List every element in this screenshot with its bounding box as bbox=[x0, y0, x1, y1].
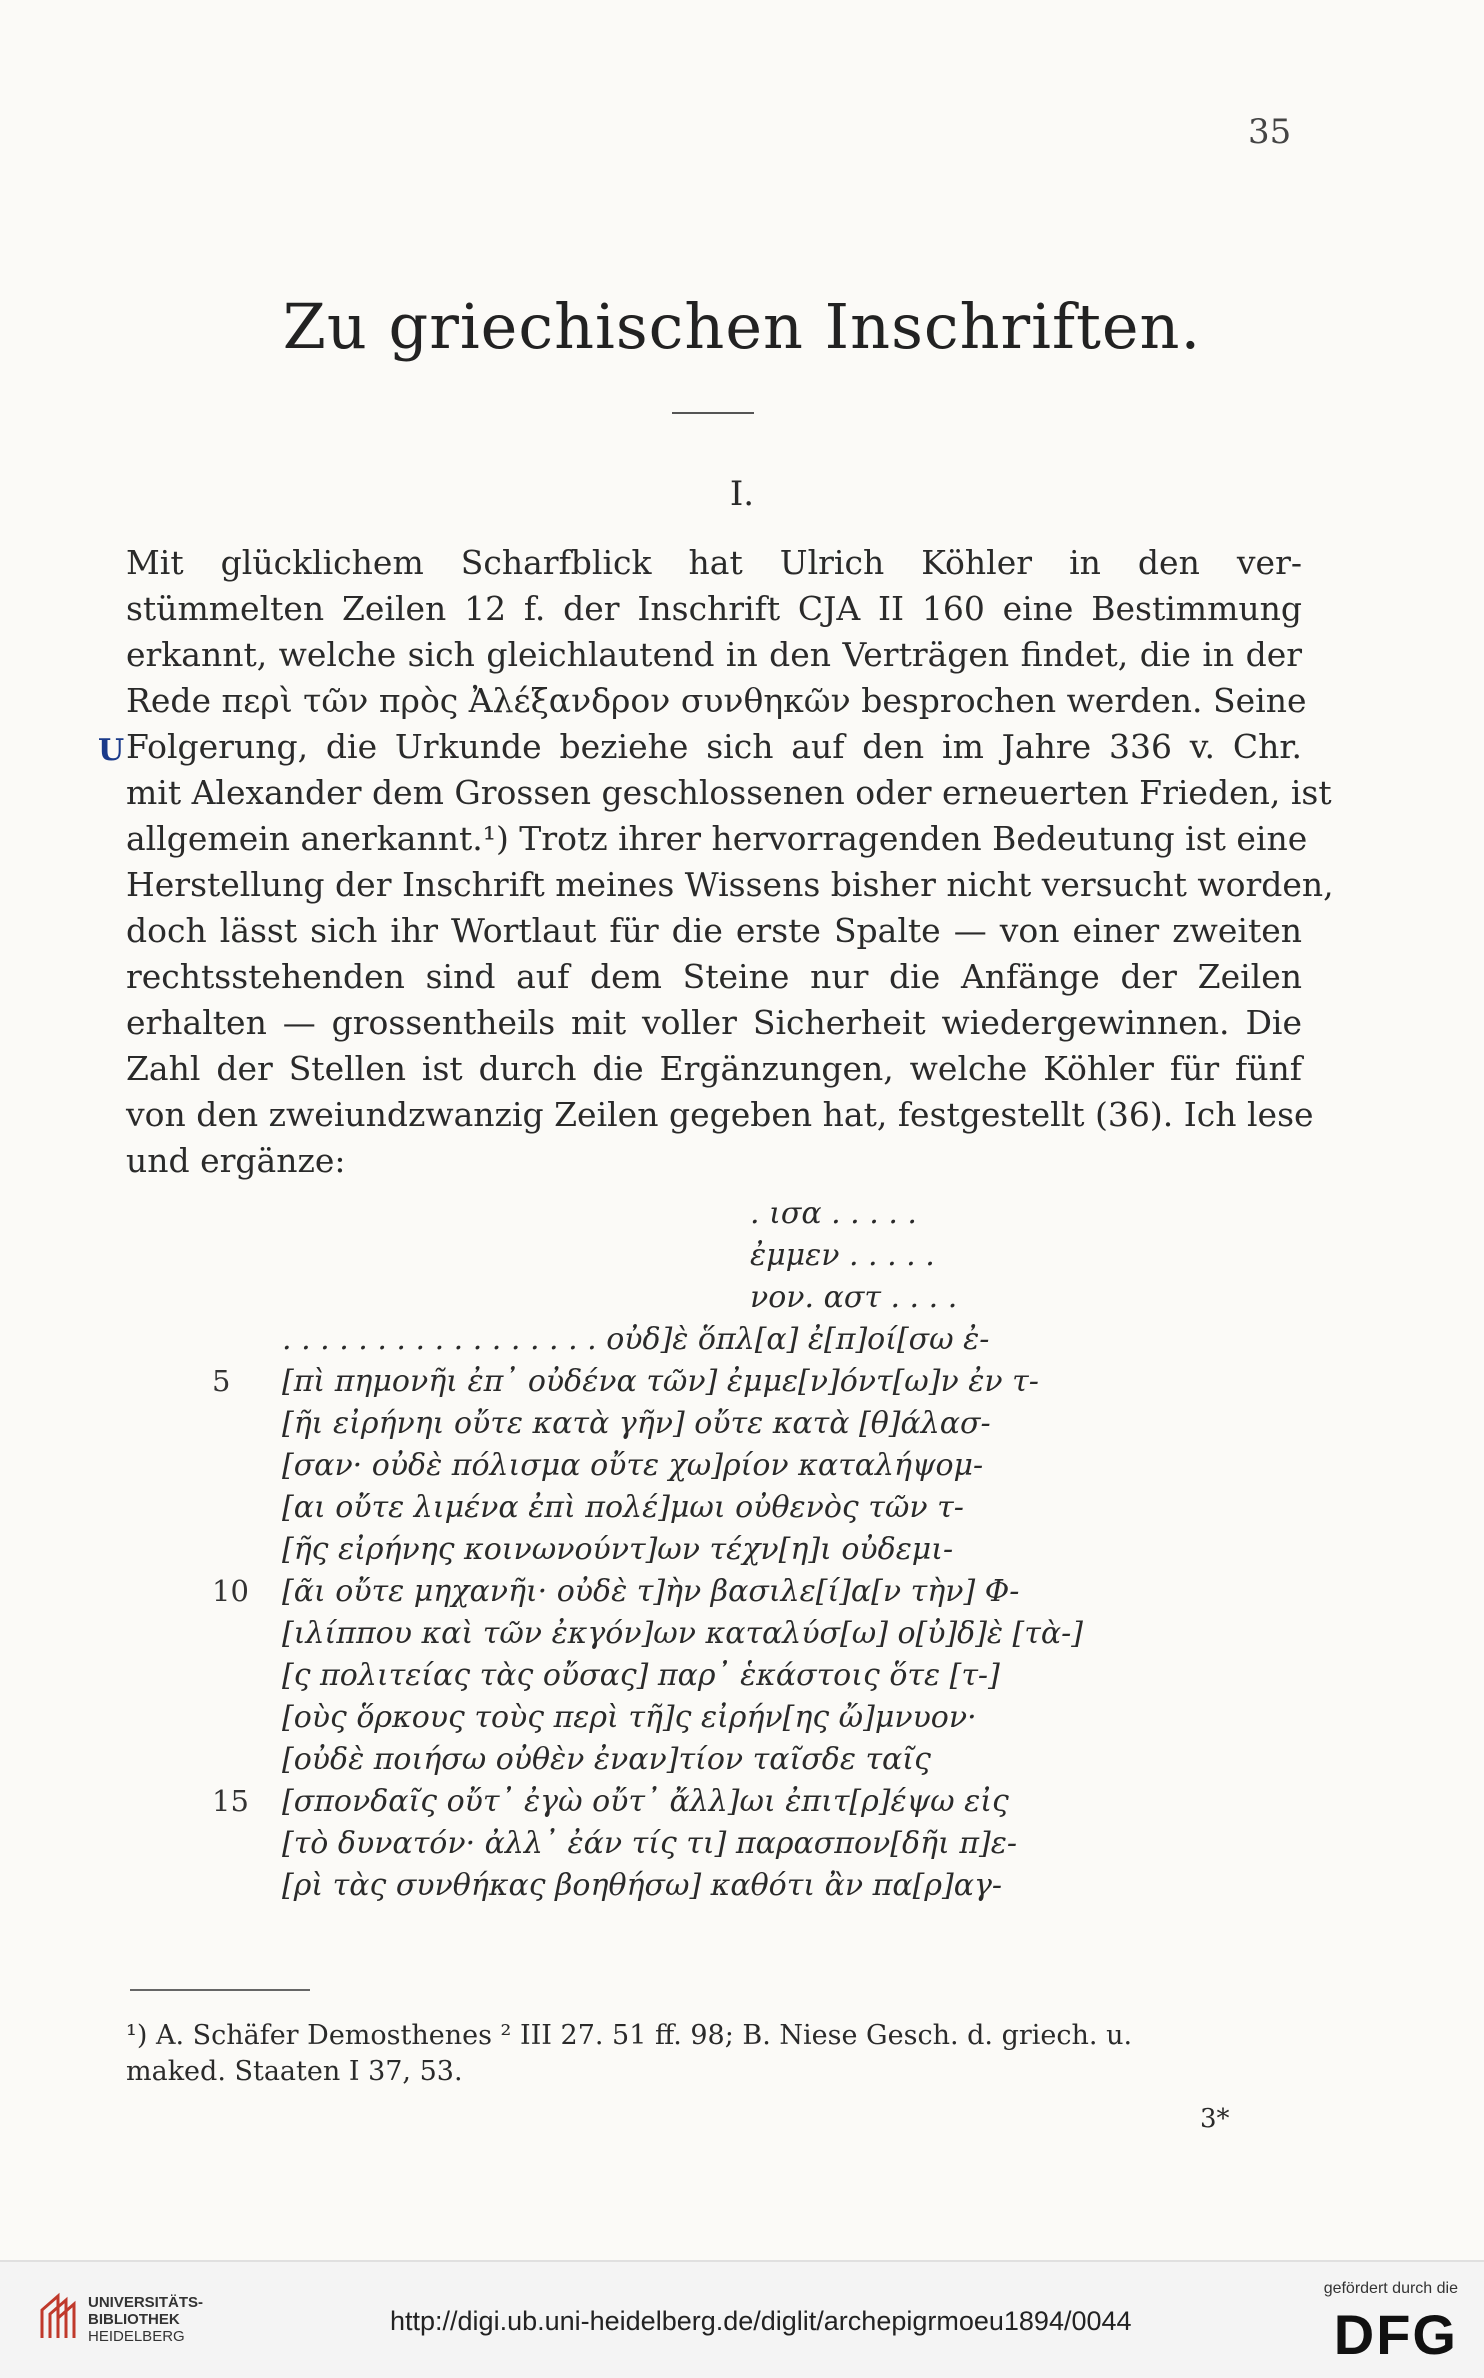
paragraph-line: Mit glücklichem Scharfblick hat Ulrich Köhler in den ver- bbox=[126, 543, 1302, 582]
inscription-line bbox=[200, 1448, 1300, 1490]
page-title: Zu griechischen Inschriften. bbox=[282, 290, 1202, 363]
funded-by-label: gefördert durch die bbox=[1323, 2280, 1458, 2297]
inscription-line bbox=[200, 1532, 1300, 1574]
inscription-text: [ς πολιτείας τὰς οὔσας] παρ᾽ ἑκάστοις ὅτε [τ-] bbox=[282, 1658, 1000, 1693]
inscription-text: . . . . . . . . . . . . . . . . . οὐδ]ὲ ὅπλ[α] ἐ[π]οί[σω ἐ- bbox=[282, 1322, 990, 1357]
paragraph-line: allgemein anerkannt.¹) Trotz ihrer hervorragenden Bedeutung ist eine bbox=[126, 819, 1308, 858]
section-heading: I. bbox=[729, 474, 755, 514]
inscription-line bbox=[200, 1406, 1300, 1448]
body-paragraph bbox=[126, 540, 1334, 1184]
paragraph-line: von den zweiundzwanzig Zeilen gegeben hat, festgestellt (36). Ich lese bbox=[126, 1095, 1314, 1134]
paragraph-line: doch lässt sich ihr Wortlaut für die erste Spalte — von einer zweiten bbox=[126, 911, 1302, 950]
inscription-text: [οὺς ὅρκους τοὺς περὶ τῆ]ς εἰρήν[ης ὤ]μνυον· bbox=[282, 1700, 977, 1735]
library-name: UNIVERSITÄTS- BIBLIOTHEK HEIDELBERG bbox=[88, 2294, 204, 2345]
inscription-line bbox=[200, 1700, 1300, 1742]
paragraph-line: erhalten — grossentheils mit voller Sicherheit wiedergewinnen. Die bbox=[126, 1003, 1302, 1042]
margin-annotation-mark: U bbox=[98, 733, 125, 768]
inscription-text: [πὶ πημονῆι ἐπ᾽ οὐδένα τῶν] ἐμμε[ν]όντ[ω]ν ἐν τ- bbox=[282, 1364, 1039, 1399]
dfg-logo: DFG bbox=[1333, 2303, 1458, 2366]
inscription-line bbox=[200, 1196, 1300, 1238]
title-divider bbox=[672, 412, 754, 414]
inscription-line bbox=[200, 1574, 1300, 1616]
inscription-text: ἐμμεν . . . . . bbox=[750, 1238, 935, 1273]
inscription-text: [σαν· οὐδὲ πόλισμα οὔτε χω]ρίον καταλήψομ- bbox=[282, 1448, 984, 1483]
greek-inscription bbox=[200, 1196, 1300, 1910]
inscription-text: [σπονδαῖς οὔτ᾽ ἐγὼ οὔτ᾽ ἄλλ]ωι ἐπιτ[ρ]έψω εἰς bbox=[282, 1784, 1009, 1819]
paragraph-line: Zahl der Stellen ist durch die Ergänzungen, welche Köhler für fünf bbox=[126, 1049, 1302, 1088]
line-number: 10 bbox=[212, 1574, 249, 1608]
inscription-line bbox=[200, 1322, 1300, 1364]
inscription-text: νον. αστ . . . . bbox=[750, 1280, 958, 1315]
inscription-text: . ισα . . . . . bbox=[750, 1196, 917, 1231]
paragraph-line: Folgerung, die Urkunde beziehe sich auf den im Jahre 336 v. Chr. bbox=[126, 727, 1302, 766]
inscription-text: [ρὶ τὰς συνθήκας βοηθήσω] καθότι ἂν πα[ρ]αγ- bbox=[282, 1868, 1003, 1903]
line-number: 5 bbox=[212, 1364, 231, 1398]
paragraph-line: erkannt, welche sich gleichlautend in den Verträgen findet, die in der bbox=[126, 635, 1302, 674]
inscription-line bbox=[200, 1490, 1300, 1532]
digitization-footer bbox=[0, 2260, 1484, 2378]
paragraph-line: und ergänze: bbox=[126, 1141, 346, 1180]
inscription-text: [ιλίππου καὶ τῶν ἐκγόν]ων καταλύσ[ω] ο[ὐ]δ]ὲ [τὰ-] bbox=[282, 1616, 1083, 1651]
footnote-divider bbox=[130, 1989, 310, 1991]
footnote bbox=[126, 2018, 1302, 2090]
signature-mark: 3* bbox=[1200, 2104, 1230, 2134]
footnote-line: maked. Staaten I 37, 53. bbox=[126, 2056, 463, 2087]
inscription-line bbox=[200, 1868, 1300, 1910]
inscription-line bbox=[200, 1616, 1300, 1658]
inscription-line bbox=[200, 1238, 1300, 1280]
inscription-line bbox=[200, 1742, 1300, 1784]
inscription-line bbox=[200, 1658, 1300, 1700]
inscription-text: [ᾶι οὔτε μηχανῆι· οὐδὲ τ]ὴν βασιλε[ί]α[ν τὴν] Φ- bbox=[282, 1574, 1020, 1609]
inscription-text: [αι οὔτε λιμένα ἐπὶ πολέ]μωι οὐθενὸς τῶν τ- bbox=[282, 1490, 964, 1525]
permalink-url[interactable]: http://digi.ub.uni-heidelberg.de/diglit/archepigrmoeu1894/0044 bbox=[390, 2306, 1132, 2336]
paragraph-line: stümmelten Zeilen 12 f. der Inschrift CJA II 160 eine Bestimmung bbox=[126, 589, 1302, 628]
university-library-logo-icon bbox=[36, 2292, 82, 2342]
inscription-text: [ῆι εἰρήνηι οὔτε κατὰ γῆν] οὔτε κατὰ [θ]άλασ- bbox=[282, 1406, 991, 1441]
paragraph-line: Rede περὶ τῶν πρὸς Ἀλέξανδρον συνθηκῶν besprochen werden. Seine bbox=[126, 681, 1307, 720]
line-number: 15 bbox=[212, 1784, 249, 1818]
inscription-line bbox=[200, 1364, 1300, 1406]
footnote-line: ¹) A. Schäfer Demosthenes ² III 27. 51 ff. 98; B. Niese Gesch. d. griech. u. bbox=[126, 2020, 1133, 2051]
inscription-line bbox=[200, 1784, 1300, 1826]
inscription-line bbox=[200, 1826, 1300, 1868]
inscription-text: [τὸ δυνατόν· ἀλλ᾽ ἐάν τίς τι] παρασπον[δῆι π]ε- bbox=[282, 1826, 1017, 1861]
paragraph-line: Herstellung der Inschrift meines Wissens bisher nicht versucht worden, bbox=[126, 865, 1334, 904]
inscription-text: [ῆς εἰρήνης κοινωνούντ]ων τέχν[η]ι οὐδεμι- bbox=[282, 1532, 954, 1567]
page-number: 35 bbox=[1248, 112, 1292, 152]
inscription-text: [οὐδὲ ποιήσω οὐθὲν ἐναν]τίον ταῖσδε ταῖς bbox=[282, 1742, 931, 1777]
paragraph-line: mit Alexander dem Grossen geschlossenen oder erneuerten Frieden, ist bbox=[126, 773, 1332, 812]
paragraph-line: rechtsstehenden sind auf dem Steine nur die Anfänge der Zeilen bbox=[126, 957, 1302, 996]
inscription-line bbox=[200, 1280, 1300, 1322]
